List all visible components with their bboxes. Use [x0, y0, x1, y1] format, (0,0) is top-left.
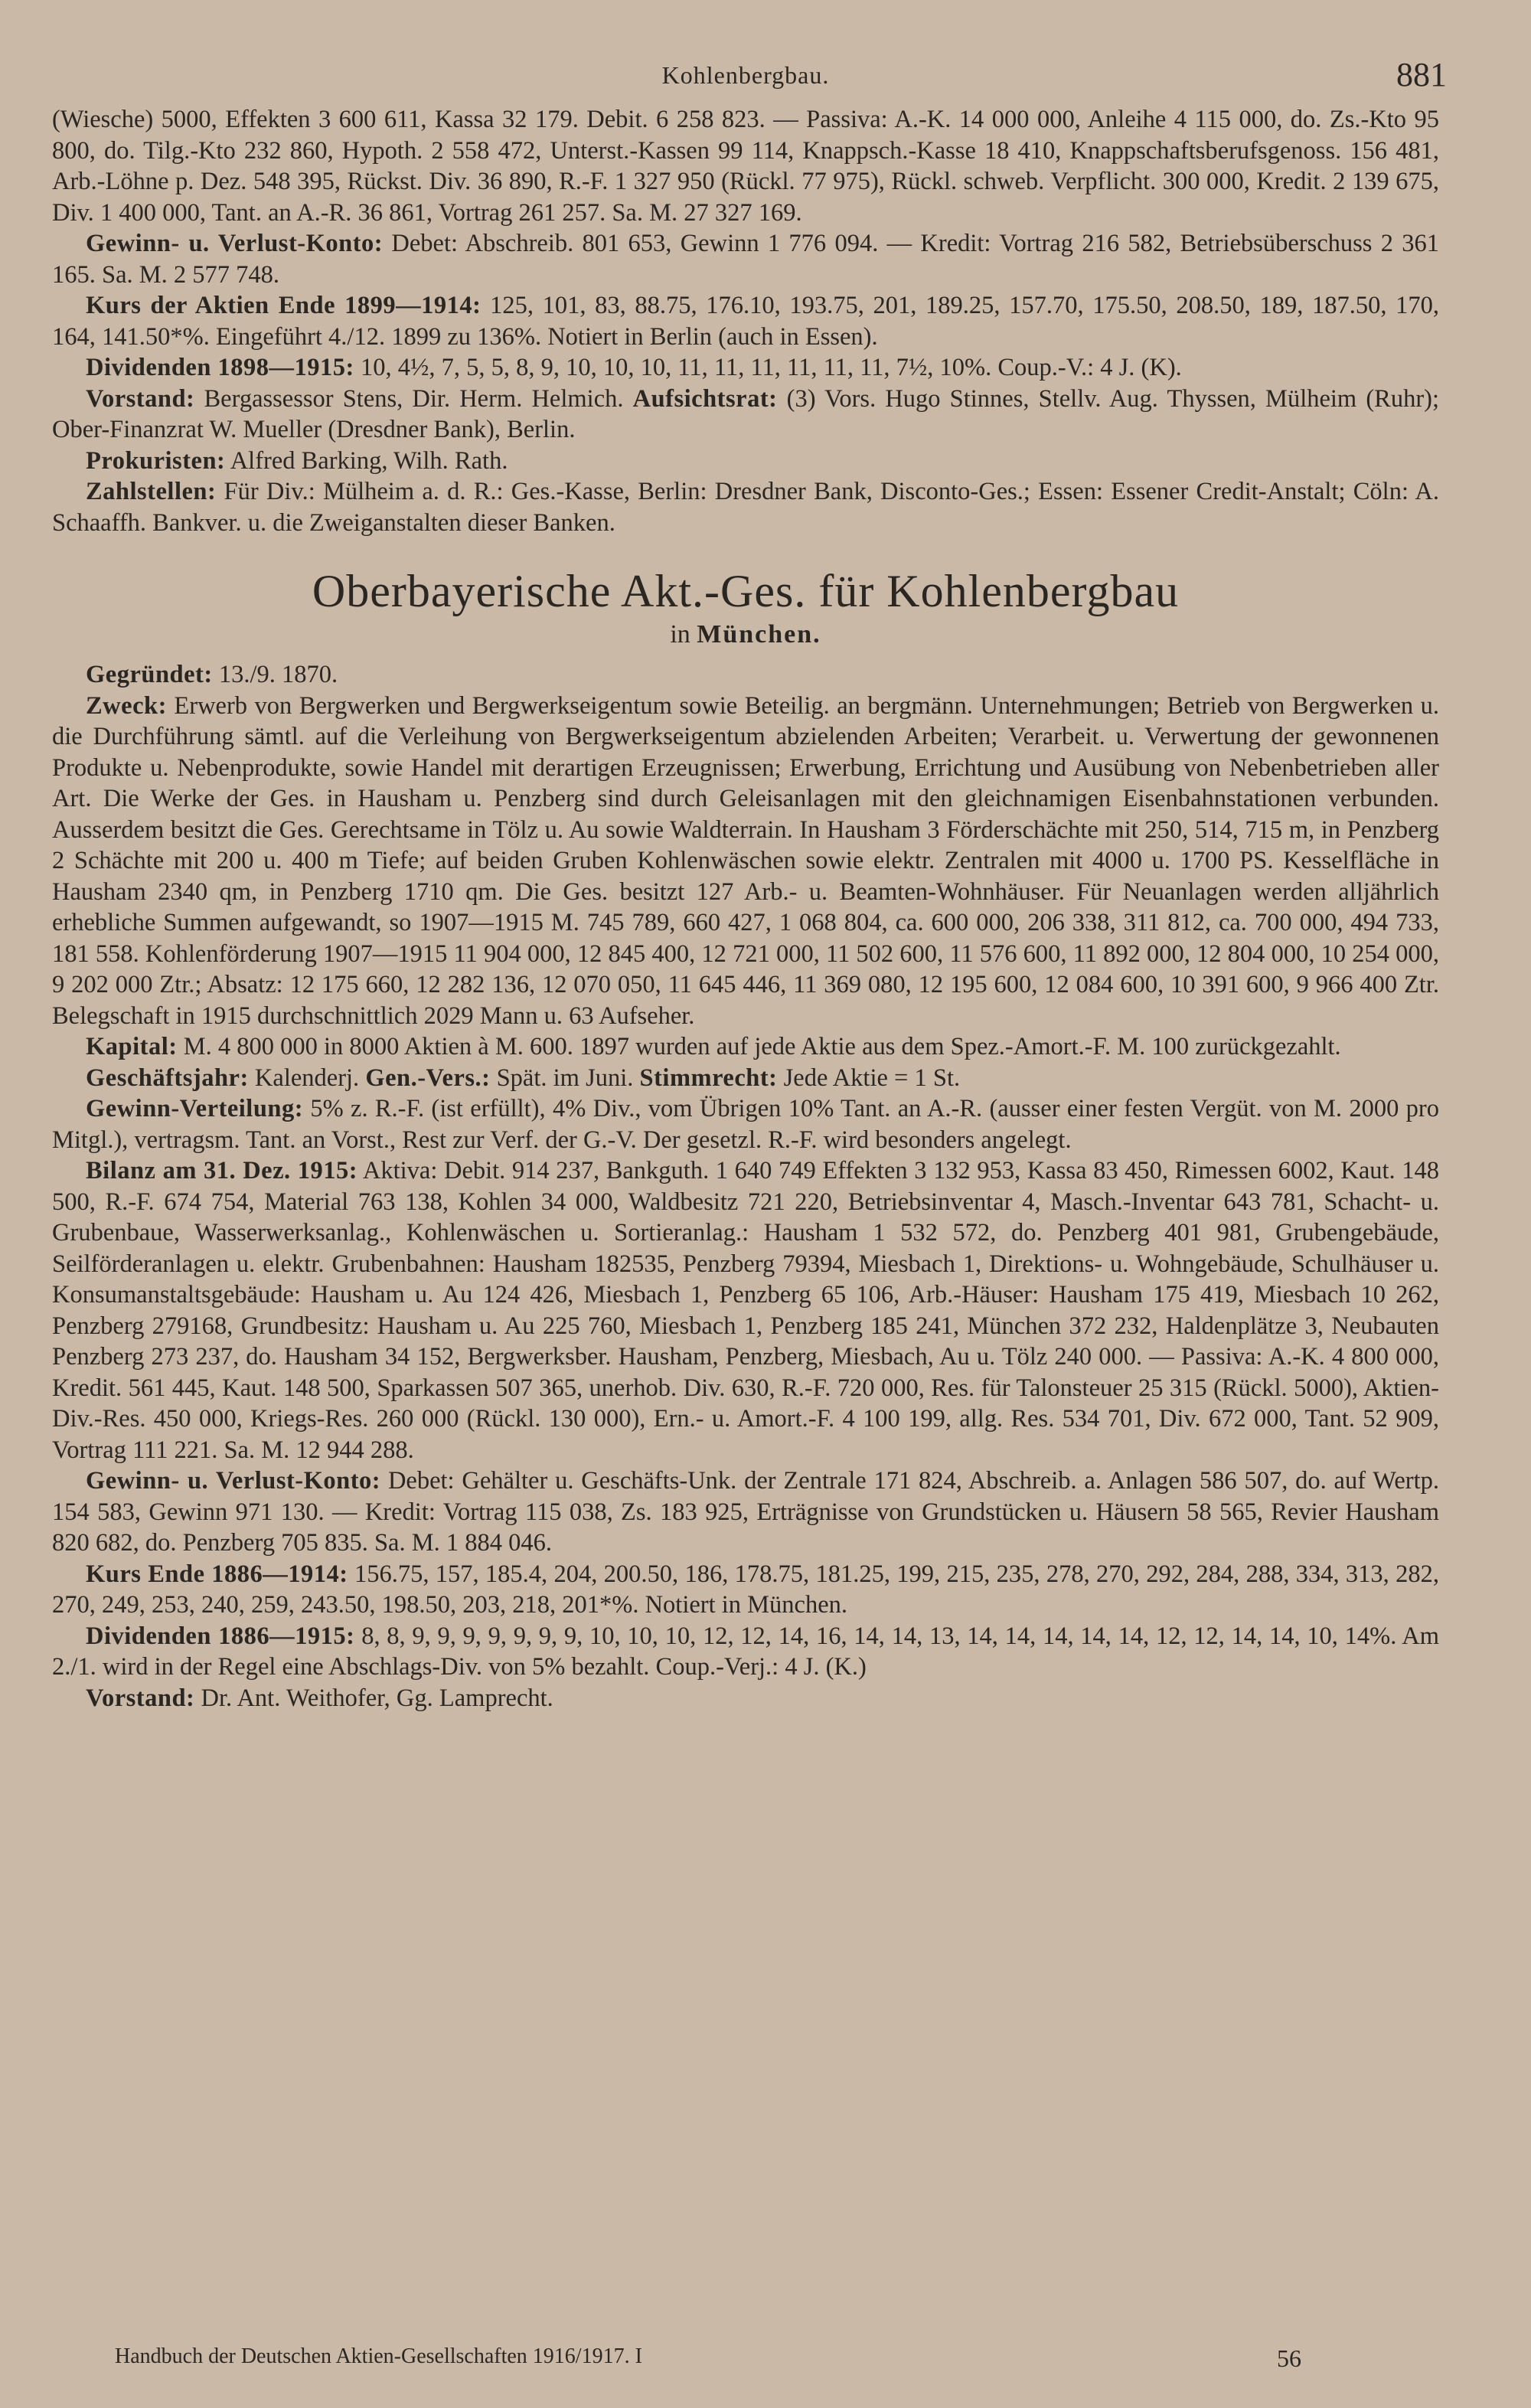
text: Debet: Gehälter u. Geschäfts-Unk. der Zentrale 171 824, Abschreib. a. Anlagen 586 507, do. auf Wertp. 154 583, Gewinn 971 130. — Kredit: Vortrag 115 038, Zs. 183 925, Erträgnisse von Grundstücken u. Häusern 58 565, Revier Hausham 820 682, do. Penzberg 705 835. Sa. M. 1 884 046.	[52, 1467, 1439, 1557]
text: Aktiva: Debit. 914 237, Bankguth. 1 640 749 Effekten 3 132 953, Kassa 83 450, Rimessen 6002, Kaut. 148 500, R.-F. 674 754, Material 763 138, Kohlen 34 000, Waldbesitz 721 220, Betriebsinventar 4, Masch.-Inventar 643 781, Schacht- u. Grubenbaue, Wasserwerksanlag., Kohlenwäschen u. Sortieranlag.: Hausham 1 532 572, do. Penzberg 401 981, Grubengebäude, Seilförderanlagen u. elektr. Grubenbahnen: Hausham 182535, Penzberg 79394, Miesbach 1, Direktions- u. Wohngebäude, Schulhäuser u. Konsumanstaltsgebäude: Hausham u. Au 124 426, Miesbach 1, Penzberg 65 106, Arb.-Häuser: Hausham 175 419, Miesbach 10 262, Penzberg 279168, Grundbesitz: Hausham u. Au 225 760, Miesbach 1, Penzberg 185 241, München 372 232, Haldenplätze 3, Neubauten Penzberg 273 237, do. Hausham 34 152, Bergwerksber. Hausham, Penzberg, Miesbach, Au u. Tölz 240 000. — Passiva: A.-K. 4 800 000, Kredit. 561 445, Kaut. 148 500, Sparkassen 507 365, unerhob. Div. 630, R.-F. 720 000, Res. für Talonsteuer 25 315 (Rückl. 5000), Aktien-Div.-Res. 450 000, Kriegs-Res. 260 000 (Rückl. 130 000), Ern.- u. Amort.-F. 4 100 199, allg. Res. 534 701, Div. 672 000, Tant. 52 909, Vortrag 111 221. Sa. M. 12 944 288.	[52, 1157, 1439, 1464]
footer-signature: 56	[1277, 2344, 1301, 2372]
label: Prokuristen:	[86, 446, 226, 475]
company-title: Oberbayerische Akt.-Ges. für Kohlenbergbau	[312, 566, 1180, 616]
label: Gen.-Vers.:	[365, 1064, 491, 1092]
previous-procurators	[52, 446, 1439, 477]
label: Zahlstellen:	[86, 478, 217, 505]
location-city: München.	[697, 620, 821, 649]
label: Gewinn-Verteilung:	[86, 1095, 304, 1122]
label: Zweck:	[86, 691, 167, 720]
location-prefix: in	[670, 620, 690, 649]
label: Geschäftsjahr:	[86, 1064, 249, 1092]
previous-board	[52, 384, 1439, 446]
label: Kurs der Aktien Ende 1899—1914:	[86, 292, 481, 319]
label: Aufsichtsrat:	[632, 384, 778, 413]
running-head	[52, 54, 1447, 101]
text: 156.75, 157, 185.4, 204, 200.50, 186, 178.75, 181.25, 199, 215, 235, 278, 270, 292, 284, 288, 334, 313, 282, 270, 249, 253, 240, 259, 243.50, 198.50, 203, 218, 201*%. Notiert in München.	[52, 1560, 1439, 1619]
label: Kapital:	[86, 1033, 178, 1060]
label: Gewinn- u. Verlust-Konto:	[86, 1467, 381, 1495]
entry-balance-sheet	[52, 1155, 1439, 1465]
label: Vorstand:	[86, 1684, 195, 1712]
text: 8, 8, 9, 9, 9, 9, 9, 9, 9, 10, 10, 10, 12, 12, 14, 16, 14, 14, 13, 14, 14, 14, 14, 14, 12, 12, 14, 14, 10, 14%. Am 2./1. wird in der Regel eine Abschlags-Div. von 5% bezahlt. Coup.-Verj.: 4 J. (K.)	[52, 1622, 1440, 1681]
entry-dividends	[52, 1621, 1439, 1683]
previous-entry-balance: (Wiesche) 5000, Effekten 3 600 611, Kassa 32 179. Debit. 6 258 823. — Passiva: A.-K. 14 000 000, Anleihe 4 115 000, do. Zs.-Kto 95 800, do. Tilg.-Kto 232 860, Hypoth. 2 558 472, Unterst.-Kassen 99 114, Knappsch.-Kasse 18 410, Knappschaftsberufsgenoss. 156 481, Arb.-Löhne p. Dez. 548 395, Rückst. Div. 36 890, R.-F. 1 327 950 (Rückl. 77 975), Rückl. schweb. Verpflicht. 300 000, Kredit. 2 139 675, Div. 1 400 000, Tant. an A.-R. 36 861, Vortrag 261 257. Sa. M. 27 327 169.	[52, 106, 1439, 227]
label: Kurs Ende 1886—1914:	[86, 1560, 348, 1588]
text: 125, 101, 83, 88.75, 176.10, 193.75, 201, 189.25, 157.70, 175.50, 208.50, 189, 187.50, 170, 164, 141.50*%. Eingeführt 4./12. 1899 zu 136%. Notiert in Berlin (auch in Essen).	[52, 292, 1440, 351]
label: Bilanz am 31. Dez. 1915:	[86, 1157, 358, 1184]
company-location	[52, 618, 1439, 652]
text: (3) Vors. Hugo Stinnes, Stellv. Aug. Thyssen, Mülheim (Ruhr); Ober-Finanzrat W. Mueller (Dresdner Bank), Berlin.	[52, 384, 1440, 443]
page-number: 881	[1396, 56, 1447, 93]
text: Jede Aktie = 1 St.	[783, 1064, 961, 1092]
entry-purpose	[52, 691, 1439, 1032]
label: Dividenden 1898—1915:	[86, 354, 354, 381]
text: Spät. im Juni.	[496, 1064, 634, 1092]
label: Gegründet:	[86, 661, 213, 688]
text: Debet: Abschreib. 801 653, Gewinn 1 776 094. — Kredit: Vortrag 216 582, Betriebsüberschuss 2 361 165. Sa. M. 2 577 748.	[52, 230, 1440, 289]
text: Erwerb von Bergwerken und Bergwerkseigentum sowie Beteilig. an bergmänn. Unternehmungen; Betrieb von Bergwerken u. die Durchführung sämtl. auf die Verleihung von Bergwerkseigentum abzielenden Arbeiten; Verarbeit. u. Verwertung der gewonnenen Produkte u. Nebenprodukte, sowie Handel mit derartigen Erzeugnissen; Erwerbung, Errichtung und Ausübung von Nebenbetrieben aller Art. Die Werke der Ges. in Hausham u. Penzberg sind durch Geleisanlagen mit den gleichnamigen Eisenbahnstationen verbunden. Ausserdem besitzt die Ges. Gerechtsame in Tölz u. Au sowie Waldterrain. In Hausham 3 Förderschächte mit 250, 514, 715 m, in Penzberg 2 Schächte mit 200 u. 400 m Tiefe; auf beiden Gruben Kohlenwäschen sowie elektr. Zentralen mit 4000 u. 1700 PS. Kesselfläche in Hausham 2340 qm, in Penzberg 1710 qm. Die Ges. besitzt 127 Arb.- u. Beamten-Wohnhäuser. Für Neuanlagen werden alljährlich erhebliche Summen aufgewandt, so 1907—1915 M. 745 789, 660 427, 1 068 804, ca. 600 000, 206 338, 311 812, ca. 700 000, 494 733, 181 558. Kohlenförderung 1907—1915 11 904 000, 12 845 400, 12 721 000, 11 502 600, 11 576 600, 11 892 000, 12 804 000, 10 254 000, 9 202 000 Ztr.; Absatz: 12 175 660, 12 282 136, 12 070 050, 11 645 446, 11 369 080, 12 195 600, 12 084 600, 10 391 600, 9 966 400 Ztr. Belegschaft in 1915 durchschnittlich 2029 Mann u. 63 Aufseher.	[52, 691, 1440, 1030]
entry-share-prices	[52, 1559, 1439, 1621]
previous-share-prices	[52, 290, 1439, 352]
text: 13./9. 1870.	[218, 661, 338, 688]
previous-profit-loss	[52, 228, 1439, 290]
entry-profit-loss	[52, 1465, 1439, 1559]
previous-dividends	[52, 352, 1439, 384]
entry-fiscal-year	[52, 1063, 1439, 1094]
label: Vorstand:	[86, 384, 195, 413]
text: Kalenderj.	[254, 1064, 360, 1092]
entry-capital	[52, 1031, 1439, 1063]
text: Für Div.: Mülheim a. d. R.: Ges.-Kasse, Berlin: Dresdner Bank, Disconto-Ges.; Essen: Essener Credit-Anstalt; Cöln: A. Schaaffh. Bankver. u. die Zweiganstalten dieser Banken.	[52, 478, 1440, 537]
label: Dividenden 1886—1915:	[86, 1622, 355, 1650]
text: Alfred Barking, Wilh. Rath.	[230, 446, 508, 475]
label: Gewinn- u. Verlust-Konto:	[86, 230, 384, 257]
text: 10, 4½, 7, 5, 5, 8, 9, 10, 10, 10, 11, 11, 11, 11, 11, 11, 7½, 10%. Coup.-V.: 4 J. (K).	[361, 354, 1182, 381]
entry-profit-distribution	[52, 1093, 1439, 1155]
text: M. 4 800 000 in 8000 Aktien à M. 600. 1897 wurden auf jede Aktie aus dem Spez.-Amort.-F. M. 100 zurückgezahlt.	[183, 1033, 1341, 1060]
text: Bergassessor Stens, Dir. Herm. Helmich.	[204, 384, 624, 413]
text: Dr. Ant. Weithofer, Gg. Lamprecht.	[201, 1684, 553, 1712]
footer-source: Handbuch der Deutschen Aktien-Gesellschaften 1916/1917. I	[115, 2344, 642, 2368]
entry-founded	[52, 659, 1439, 691]
running-title: Kohlenbergbau.	[661, 61, 830, 89]
entry-board	[52, 1683, 1439, 1714]
text: 5% z. R.-F. (ist erfüllt), 4% Div., vom Übrigen 10% Tant. an A.-R. (ausser einer festen Vergüt. von M. 2000 pro Mitgl.), vertragsm. Tant. an Vorst., Rest zur Verf. der G.-V. Der gesetzl. R.-F. wird besonders angelegt.	[52, 1095, 1440, 1154]
label: Stimmrecht:	[639, 1064, 778, 1092]
previous-paying-agents	[52, 476, 1439, 538]
